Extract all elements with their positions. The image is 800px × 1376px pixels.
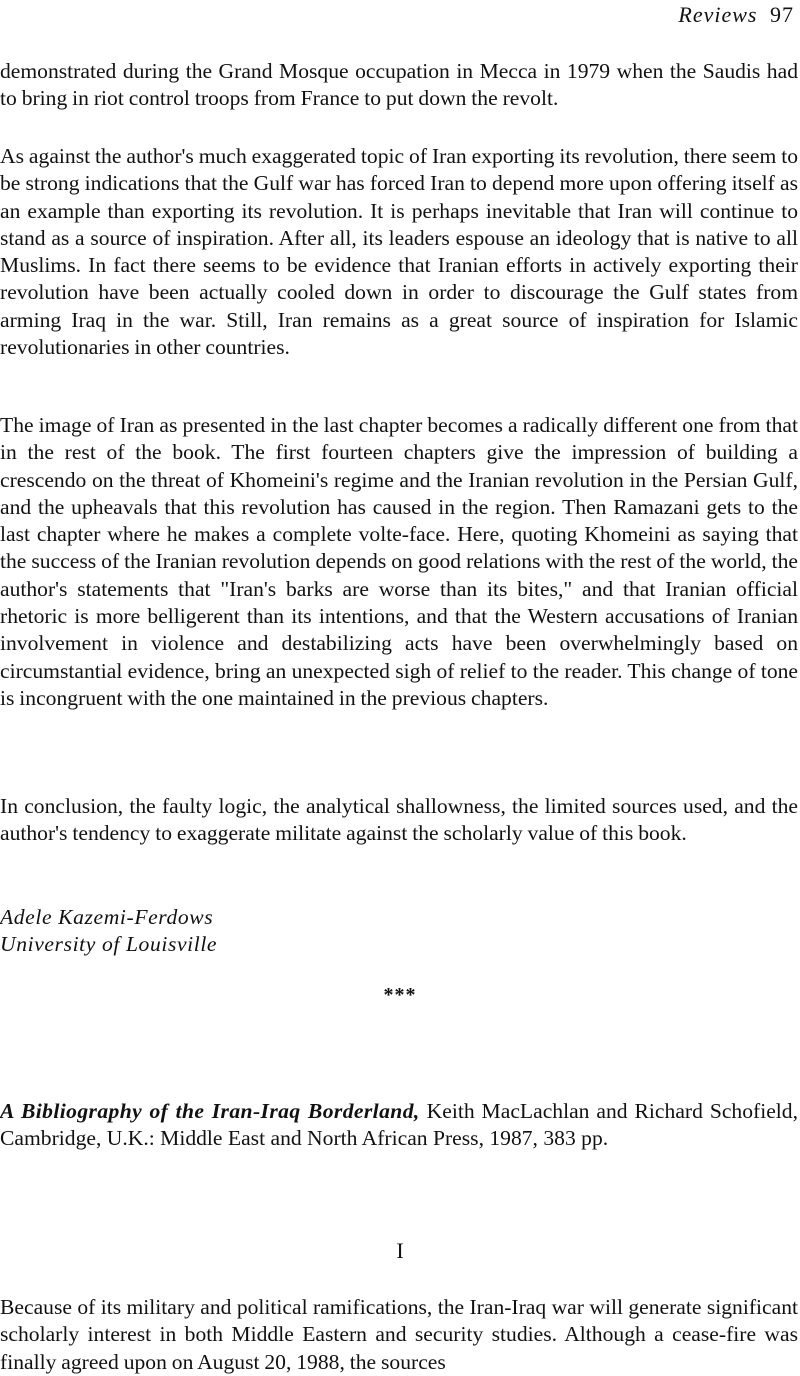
running-head [678, 2, 794, 28]
section-separator: *** [383, 984, 417, 1006]
reviewer-signature [0, 904, 217, 959]
reviewer-affiliation: University of Louisville [0, 932, 218, 957]
body-paragraph-1: demonstrated during the Grand Mosque occupation in Mecca in 1979 when the Saudis had to bring in riot control troops from France to put down the revolt. [0, 59, 798, 111]
page-number: 97 [770, 2, 794, 27]
body-paragraph-5: Because of its military and political ramifications, the Iran-Iraq war will generate significant scholarly interest in both Middle Eastern and security studies. Although a cease-fire was finally agreed upon on August 20, 1988, the sources [0, 1295, 798, 1374]
book-title: A Bibliography of the Iran-Iraq Borderland, [0, 1099, 420, 1123]
body-paragraph-3: The image of Iran as presented in the last chapter becomes a radically different one from that in the rest of the book. The first fourteen chapters give the impression of building a crescendo on the threat of Khomeini's regime and the Iranian revolution in the Persian Gulf, and the upheavals that this revolution has caused in the region. Then Ramazani gets to the last chapter where he makes a complete volte-face. Here, quoting Khomeini as saying that the success of the Iranian revolution depends on good relations with the rest of the world, the author's statements that "Iran's barks are worse than its bites," and that Iranian official rhetoric is more belligerent than its intentions, and that the Western accusations of Iranian involvement in violence and destabilizing acts have been overwhelmingly based on circumstantial evidence, bring an unexpected sigh of relief to the reader. This change of tone is incongruent with the one maintained in the previous chapters. [0, 413, 798, 710]
section-numeral: I [396, 1238, 404, 1263]
body-paragraph-4: In conclusion, the faulty logic, the analytical shallowness, the limited sources used, and the author's tendency to exaggerate militate against the scholarly value of this book. [0, 794, 798, 846]
book-citation [0, 1098, 798, 1153]
book-details: Keith MacLachlan and Richard Schofield, Cambridge, U.K.: Middle East and North African Press, 1987, 383 pp. [0, 1099, 798, 1151]
running-head-title: Reviews [678, 2, 758, 27]
body-paragraph-2: As against the author's much exaggerated topic of Iran exporting its revolution, there seem to be strong indications that the Gulf war has forced Iran to depend more upon offering itself as an example than exporting its revolution. It is perhaps inevitable that Iran will continue to stand as a source of inspiration. After all, its leaders espouse an ideology that is native to all Muslims. In fact there seems to be evidence that Iranian efforts in actively exporting their revolution have been actually cooled down in order to discourage the Gulf states from arming Iraq in the war. Still, Iran remains as a great source of inspiration for Islamic revolutionaries in other countries. [0, 144, 798, 360]
reviewer-name: Adele Kazemi-Ferdows [0, 905, 214, 929]
